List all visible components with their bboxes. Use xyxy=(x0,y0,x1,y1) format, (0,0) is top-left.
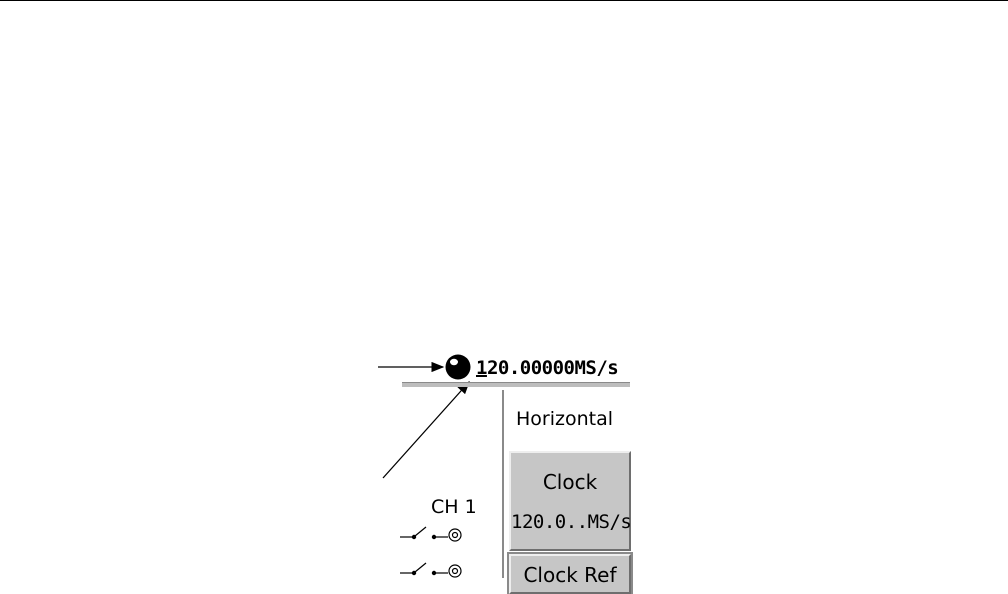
sample-rate-rest: 20.00000MS/s xyxy=(486,357,619,379)
channel-label: CH 1 xyxy=(431,496,477,518)
channel-switch-icon[interactable] xyxy=(400,527,461,541)
channel-switch-icon[interactable] xyxy=(400,563,461,577)
cursor-digit[interactable]: 1 xyxy=(476,357,487,379)
clock-ref-button-label: Clock Ref xyxy=(523,563,617,587)
clock-button-value: 120.0..MS/s xyxy=(511,511,632,533)
panel-title: Horizontal xyxy=(516,408,614,430)
clock-button-label: Clock xyxy=(542,470,598,494)
